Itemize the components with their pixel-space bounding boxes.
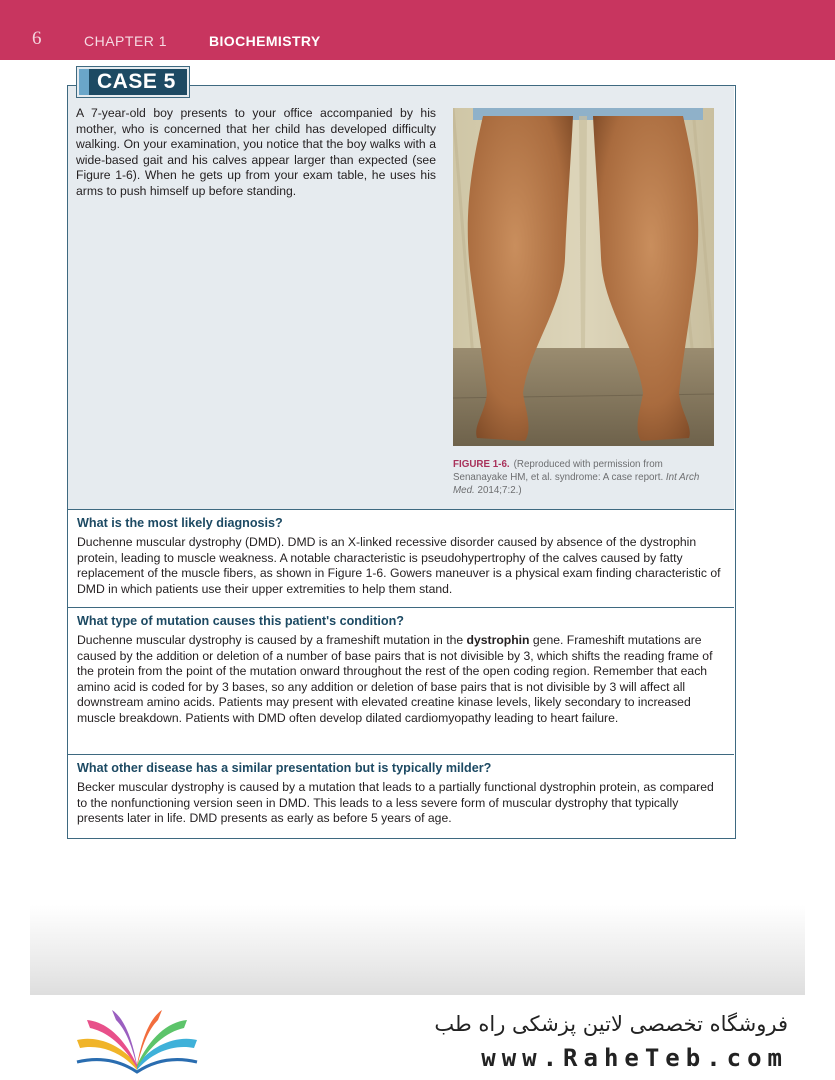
case-presentation-panel [68,70,734,509]
question-heading: What is the most likely diagnosis? [77,516,283,530]
answer-text-part: Duchenne muscular dystrophy is caused by a frameshift mutation in the [77,633,467,647]
case-box [67,70,736,839]
answer-text: Duchenne muscular dystrophy (DMD). DMD is an X-linked recessive disorder caused by absence of the dystrophin protein, leading to muscle weakness. A notable characteristic is pseudohypertrophy of the calves caused by fatty replacement of the muscle fibers, as shown in Figure 1-6. Gowers maneuver is a physical exam finding characteristic of DMD in which patients use their upper extremities to help them stand. [77,535,721,596]
qa-section-diagnosis [68,509,734,597]
case-tag-accent [79,69,89,95]
footer-shade [30,905,805,995]
chapter-label: CHAPTER 1 [84,33,168,49]
case-tag [77,67,189,97]
figure-caption-text: (Reproduced with permission from Senanayake HM, et al. syndrome: A case report. [453,459,666,483]
figure-photo [453,108,714,446]
store-url[interactable]: www.RaheTeb.com [481,1044,788,1072]
case-tag-label: CASE 5 [97,70,176,93]
answer-text [77,633,725,727]
figure-label: FIGURE 1-6. [453,459,510,470]
store-name: فروشگاه تخصصی لاتین پزشکی راه طب [434,1012,788,1036]
qa-section-similar-disease [68,754,734,827]
figure-caption-journal: Int Arch Med. [453,472,700,496]
page-header [0,0,835,60]
figure-caption-end: 2014;7:2.) [474,485,522,496]
answer-text-part: gene. Frameshift mutations are caused by the addition or deletion of a number of base pairs that is not divisible by 3, which shifts the reading frame of the protein from the point of the mutation onward throughout the rest of the open coding region. Remember that each amino acid is coded for by 3 bases, so any addition or deletion of base pairs that is not divisible by 3 will affect all downstream amino acids. Patients may present with elevated creatine kinase levels, likely secondary to increased muscle breakdown. Patients with DMD often develop dilated cardiomyopathy leading to heart failure. [77,633,713,725]
answer-bold-term: dystrophin [466,633,530,647]
subject-label: BIOCHEMISTRY [209,33,321,49]
legs-photo-illustration [453,108,714,446]
answer-text: Becker muscular dystrophy is caused by a mutation that leads to a partially functional dystrophin protein, as compared to the nonfunctioning version seen in DMD. This leads to a less severe form of muscular dystrophy that typically presents later in life. DMD presents as early as before 5 years of age. [77,780,714,826]
qa-section-mutation [68,607,734,727]
question-heading: What type of mutation causes this patient's condition? [77,614,404,628]
page-number: 6 [32,28,42,49]
figure-caption [453,458,718,497]
book-logo-icon [72,1010,202,1075]
question-heading: What other disease has a similar presentation but is typically milder? [77,761,492,775]
case-presentation-text: A 7-year-old boy presents to your office accompanied by his mother, who is concerned that her child has developed difficulty walking. On your examination, you notice that the boy walks with a wide-based gait and his calves appear larger than expected (see Figure 1-6). When he gets up from your exam table, he uses his arms to push himself up before standing. [76,106,436,198]
